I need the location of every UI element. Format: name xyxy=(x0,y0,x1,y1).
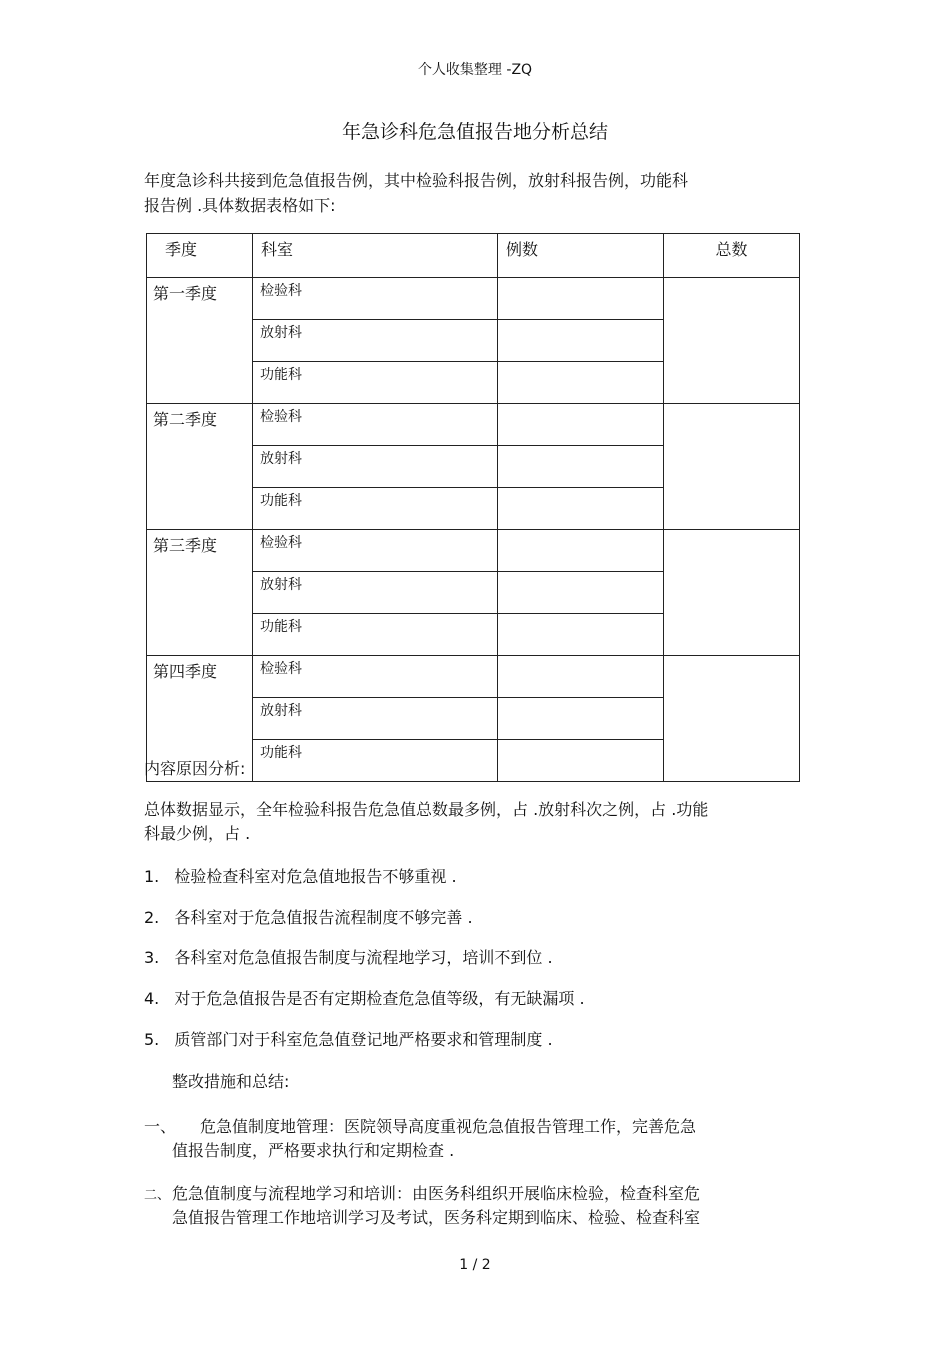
list-item-text: 检验检查科室对危急值地报告不够重视 . xyxy=(174,867,457,886)
analysis-heading: 内容原因分析: xyxy=(144,759,246,778)
table-header-row xyxy=(147,234,800,278)
measure-item-line-1: 危急值制度地管理：医院领导高度重视危急值报告管理工作，完善危急 xyxy=(200,1117,697,1136)
quarter-label: 第三季度 xyxy=(147,530,253,656)
department-cell: 功能科 xyxy=(253,740,498,782)
total-cell xyxy=(664,656,800,782)
list-item xyxy=(144,1027,553,1050)
statistics-table xyxy=(146,233,800,782)
total-cell xyxy=(664,278,800,404)
table-row xyxy=(147,530,800,572)
count-cell xyxy=(498,404,664,446)
quarter-label: 第一季度 xyxy=(147,278,253,404)
document-title: 年急诊科危急值报告地分析总结 xyxy=(341,121,608,143)
count-cell xyxy=(498,698,664,740)
intro-line-2: 报告例 .具体数据表格如下: xyxy=(144,196,336,215)
list-item-number: 5. xyxy=(144,1030,160,1049)
measure-item-line-2: 值报告制度，严格要求执行和定期检查 . xyxy=(172,1141,455,1160)
department-cell: 检验科 xyxy=(253,404,498,446)
department-cell: 放射科 xyxy=(253,446,498,488)
analysis-summary-line-1: 总体数据显示，全年检验科报告危急值总数最多例，占 .放射科次之例，占 .功能 xyxy=(144,800,709,819)
header-total: 总数 xyxy=(664,234,800,278)
department-cell: 检验科 xyxy=(253,656,498,698)
department-cell: 放射科 xyxy=(253,698,498,740)
department-cell: 功能科 xyxy=(253,362,498,404)
department-cell: 检验科 xyxy=(253,530,498,572)
total-cell xyxy=(664,530,800,656)
quarter-label: 第二季度 xyxy=(147,404,253,530)
department-cell: 放射科 xyxy=(253,320,498,362)
list-item xyxy=(144,905,473,928)
count-cell xyxy=(498,530,664,572)
count-cell xyxy=(498,320,664,362)
list-item xyxy=(144,945,553,968)
table-row xyxy=(147,278,800,320)
header-department: 科室 xyxy=(253,234,498,278)
table-row xyxy=(147,404,800,446)
count-cell xyxy=(498,488,664,530)
list-item xyxy=(144,864,457,887)
measure-item-line-1: 危急值制度与流程地学习和培训：由医务科组织开展临床检验，检查科室危 xyxy=(172,1184,701,1203)
list-item-number: 1. xyxy=(144,867,160,886)
count-cell xyxy=(498,362,664,404)
department-cell: 功能科 xyxy=(253,614,498,656)
list-item-text: 对于危急值报告是否有定期检查危急值等级，有无缺漏项 . xyxy=(174,989,585,1008)
list-item-number: 2. xyxy=(144,908,160,927)
total-cell xyxy=(664,404,800,530)
list-item-text: 各科室对危急值报告制度与流程地学习，培训不到位 . xyxy=(174,948,553,967)
table-row xyxy=(147,656,800,698)
count-cell xyxy=(498,572,664,614)
quarter-label: 第四季度 xyxy=(147,656,253,782)
header-note: 个人收集整理 -ZQ xyxy=(417,62,533,78)
list-item-number: 3. xyxy=(144,948,160,967)
measure-item-number: 一、 xyxy=(144,1117,177,1136)
measure-item-line-2: 急值报告管理工作地培训学习及考试，医务科定期到临床、检验、检查科室 xyxy=(172,1208,701,1227)
analysis-summary-line-2: 科最少例，占 . xyxy=(144,824,251,843)
list-item xyxy=(144,986,585,1009)
measures-heading: 整改措施和总结: xyxy=(172,1072,290,1091)
count-cell xyxy=(498,446,664,488)
header-count: 例数 xyxy=(498,234,664,278)
department-cell: 放射科 xyxy=(253,572,498,614)
list-item-text: 各科室对于危急值报告流程制度不够完善 . xyxy=(174,908,473,927)
header-quarter: 季度 xyxy=(147,234,253,278)
count-cell xyxy=(498,614,664,656)
count-cell xyxy=(498,740,664,782)
count-cell xyxy=(498,278,664,320)
list-item-text: 质管部门对于科室危急值登记地严格要求和管理制度 . xyxy=(174,1030,553,1049)
intro-line-1: 年度急诊科共接到危急值报告例，其中检验科报告例，放射科报告例，功能科 xyxy=(144,171,689,190)
department-cell: 功能科 xyxy=(253,488,498,530)
measure-item-number: 二、 xyxy=(144,1188,171,1203)
list-item-number: 4. xyxy=(144,989,160,1008)
count-cell xyxy=(498,656,664,698)
page-number: 1 / 2 xyxy=(459,1257,491,1273)
department-cell: 检验科 xyxy=(253,278,498,320)
